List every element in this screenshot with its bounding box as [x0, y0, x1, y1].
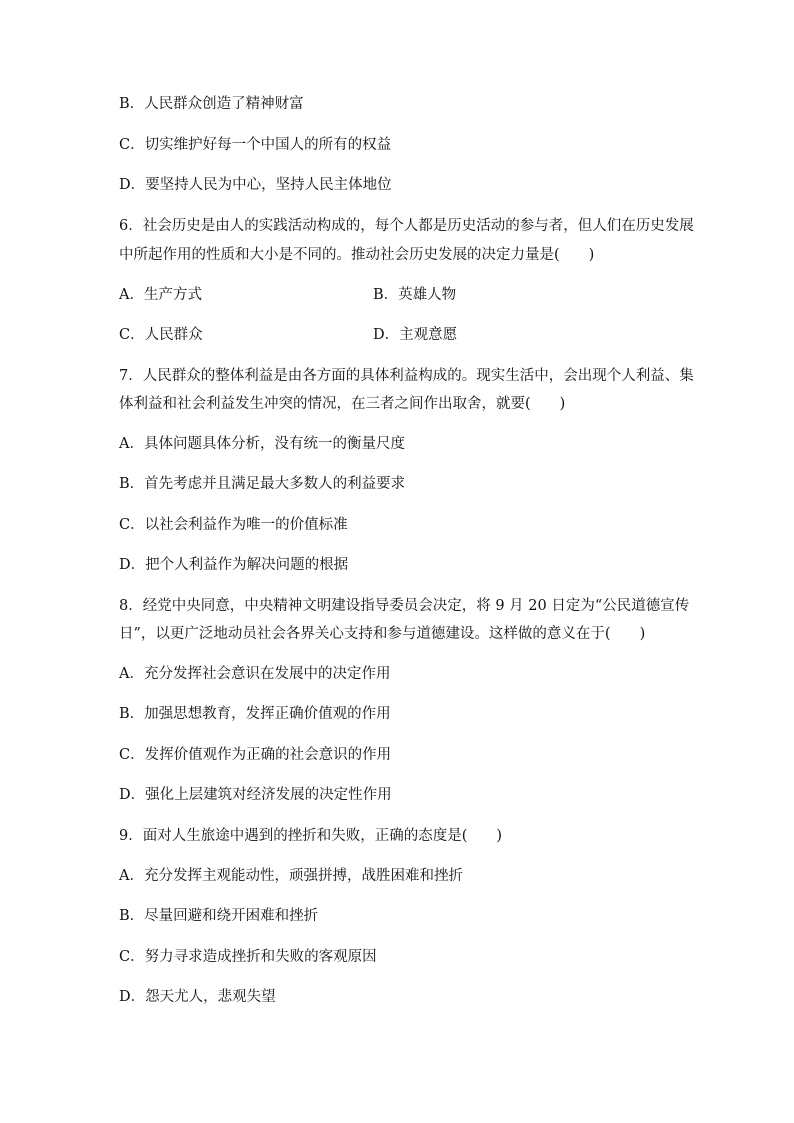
option-q6-c: C．人民群众 — [119, 327, 203, 343]
question-6-stem-line-1: 6．社会历史是由人的实践活动构成的，每个人都是历史活动的参与者，但人们在历史发展 — [119, 218, 694, 234]
option-q5-d: D．要坚持人民为中心，坚持人民主体地位 — [119, 177, 392, 193]
question-7-stem-line-2: 体利益和社会利益发生冲突的情况，在三者之间作出取舍，就要( ) — [119, 396, 566, 412]
option-q7-a: A．具体问题具体分析，没有统一的衡量尺度 — [119, 436, 405, 452]
question-8-stem-line-1: 8．经党中央同意，中央精神文明建设指导委员会决定，将 9 月 20 日定为“公民道德宣传 — [119, 598, 690, 614]
question-8-stem-line-2: 日”，以更广泛地动员社会各界关心支持和参与道德建设。这样做的意义在于( ) — [119, 626, 646, 642]
option-q9-c: C．努力寻求造成挫折和失败的客观原因 — [119, 949, 377, 965]
question-7-stem-line-1: 7．人民群众的整体利益是由各方面的具体利益构成的。现实生活中，会出现个人利益、集 — [119, 368, 694, 384]
option-q8-a: A．充分发挥社会意识在发展中的决定作用 — [119, 666, 391, 682]
option-q5-c: C．切实维护好每一个中国人的所有的权益 — [119, 137, 392, 153]
option-q9-d: D．怨天尤人，悲观失望 — [119, 989, 276, 1005]
option-q8-c: C．发挥价值观作为正确的社会意识的作用 — [119, 747, 392, 763]
option-q5-b: B．人民群众创造了精神财富 — [119, 96, 304, 112]
option-q7-c: C．以社会利益作为唯一的价值标准 — [119, 517, 348, 533]
question-6-stem-line-2: 中所起作用的性质和大小是不同的。推动社会历史发展的决定力量是( ) — [119, 247, 595, 263]
option-q6-d: D．主观意愿 — [373, 327, 458, 343]
option-q9-a: A．充分发挥主观能动性，顽强拼搏，战胜困难和挫折 — [119, 868, 463, 884]
option-q6-a: A．生产方式 — [119, 287, 202, 303]
option-q7-d: D．把个人利益作为解决问题的根据 — [119, 557, 349, 573]
option-q9-b: B．尽量回避和绕开困难和挫折 — [119, 908, 319, 924]
option-q7-b: B．首先考虑并且满足最大多数人的利益要求 — [119, 476, 406, 492]
option-q6-b: B．英雄人物 — [373, 287, 457, 303]
question-9-stem: 9．面对人生旅途中遇到的挫折和失败，正确的态度是( ) — [119, 828, 503, 844]
option-q8-b: B．加强思想教育，发挥正确价值观的作用 — [119, 706, 391, 722]
option-q8-d: D．强化上层建筑对经济发展的决定性作用 — [119, 787, 392, 803]
